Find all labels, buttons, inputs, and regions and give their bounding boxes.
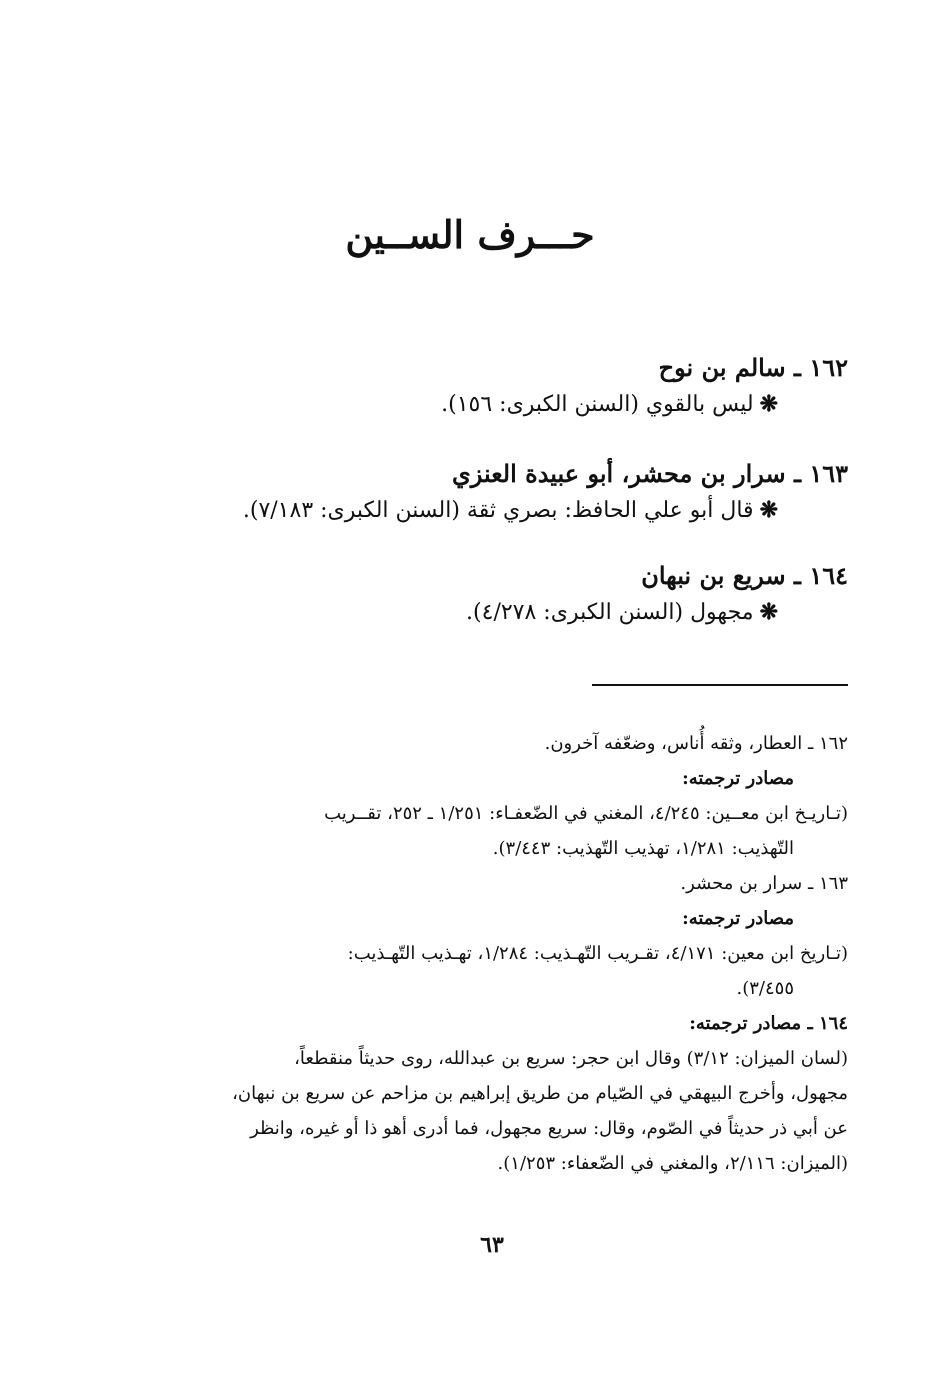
footnote-divider [592, 684, 848, 686]
entry-text [128, 594, 848, 631]
star-icon: ❋ [759, 497, 778, 523]
footnote-source-line: مجهول، وأخرج البيهقي في الصّيام من طريق إبراهيم بن مزاحم عن سريع بن نبهان، [232, 1083, 848, 1104]
footnote-source-line: (لسان الميزان: ٣/١٢) وقال ابن حجر: سريع بن عبدالله، روى حديثاً منقطعاً، [294, 1048, 848, 1069]
entry-162 [128, 350, 848, 423]
footnote-sources-label: مصادر ترجمته: [682, 908, 794, 929]
footnote-source-line: عن أبي ذر حديثاً في الصّوم، وقال: سريع مجهول، فما أدرى أهو ذا أو غيره، وانظر [250, 1118, 848, 1139]
entry-heading: ١٦٤ ـ سريع بن نبهان [641, 561, 848, 590]
footnotes [148, 726, 848, 1181]
footnote-source-line: ٣/٤٥٥). [736, 978, 794, 999]
entry-line: ليس بالقوي (السنن الكبرى: ١٥٦). [441, 392, 754, 417]
footnote-line: ١٦٣ ـ سرار بن محشر. [680, 873, 848, 894]
entry-line: مجهول (السنن الكبرى: ٤/٢٧٨). [466, 600, 754, 625]
entry-163 [128, 456, 848, 529]
entry-heading: ١٦٢ ـ سالم بن نوح [658, 353, 848, 382]
star-icon: ❋ [759, 391, 778, 417]
page-number: ٦٣ [480, 1232, 504, 1258]
footnote-source-line: التّهذيب: ١/٢٨١، تهذيب التّهذيب: ٣/٤٤٣). [492, 838, 794, 859]
footnote-source-line: (تـاريـخ ابن معــين: ٤/٢٤٥، المغني في الضّعفـاء: ١/٢٥١ ـ ٢٥٢، تقــريب [324, 803, 848, 824]
section-title: حـــرف الســين [345, 212, 595, 257]
footnote-sources-label: مصادر ترجمته: [682, 768, 794, 789]
footnote-line: ١٦٢ ـ العطار، وثقه أُناس، وضعّفه آخرون. [544, 733, 848, 754]
entry-line: قال أبو علي الحافظ: بصري ثقة (السنن الكبرى: ٧/١٨٣). [242, 498, 754, 523]
entry-heading: ١٦٣ ـ سرار بن محشر، أبو عبيدة العنزي [451, 459, 848, 488]
footnote-source-line: (الميزان: ٢/١١٦، والمغني في الضّعفاء: ١/٢٥٣). [497, 1153, 848, 1174]
footnote-line: ١٦٤ ـ مصادر ترجمته: [689, 1013, 848, 1034]
star-icon: ❋ [759, 599, 778, 625]
footnote-source-line: (تـاريخ ابن معين: ٤/١٧١، تقـريب التّهـذيب: ١/٢٨٤، تهـذيب التّهـذيب: [347, 943, 848, 964]
entry-text [128, 386, 848, 423]
entry-text [128, 492, 848, 529]
entry-164 [128, 558, 848, 631]
